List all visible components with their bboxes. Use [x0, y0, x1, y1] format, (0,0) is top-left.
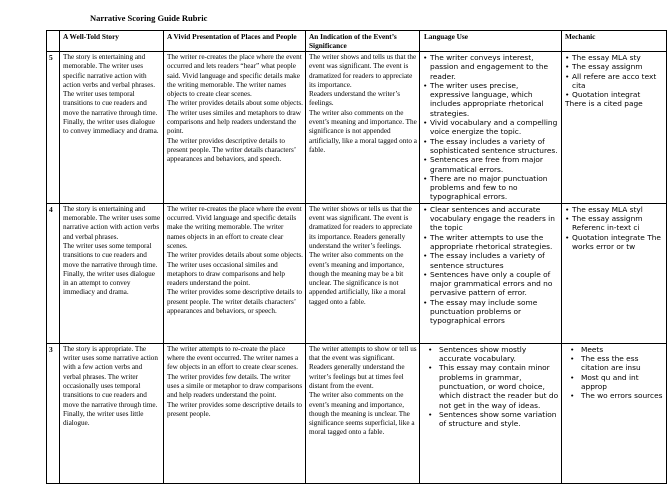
- score-cell: 4: [47, 203, 60, 343]
- significance-cell: The writer shows or tells us that the event was significant. The event is dramatized for readers to appreciate its importance. Readers generally understand the writer’s feelings. The writer also comments on the event’s meaning and importance, though the meaning may be a bit unclear. The significance is not appended artificially, like a moral tagged onto a fable.: [306, 203, 420, 343]
- bullet-icon: •: [565, 204, 570, 214]
- bullet-icon: •: [423, 251, 428, 261]
- list-item: • Sentences show some variation of structure and style.: [428, 409, 557, 429]
- list-item: • Sentences show mostly accurate vocabulary.: [428, 344, 527, 364]
- bullet-icon: •: [565, 62, 570, 72]
- bullet-icon: •: [423, 232, 428, 242]
- mechanics-cell: [562, 203, 667, 343]
- bullet-icon: •: [423, 204, 428, 214]
- table-row: [47, 203, 667, 343]
- bullet-icon: •: [423, 173, 428, 183]
- header-row: [47, 31, 667, 52]
- rubric-title: Narrative Scoring Guide Rubric: [90, 13, 208, 23]
- bullet-icon: •: [423, 118, 428, 128]
- bullet-icon: •: [565, 71, 570, 81]
- list-item: • Sentences are free from major grammatical errors.: [423, 155, 543, 174]
- bullet-icon: •: [565, 90, 570, 100]
- bullet-icon: •: [565, 214, 570, 224]
- list-item: • There are no major punctuation problems and few to no typographical errors.: [423, 173, 548, 202]
- table-row: [47, 52, 667, 204]
- bullet-icon: •: [423, 80, 428, 90]
- list-item: • Clear sentences and accurate vocabulary engage the readers in the topic: [423, 204, 555, 233]
- header-mechanics: Mechanic: [562, 31, 667, 52]
- list-item: • The essay may include some punctuation problems or typographical errors: [423, 297, 538, 326]
- list-item: • The essay MLA styl: [565, 204, 643, 214]
- bullet-icon: •: [428, 409, 433, 419]
- list-item: • Meets: [570, 344, 604, 354]
- bullet-icon: •: [428, 363, 433, 373]
- table-row: [47, 343, 667, 483]
- header-language: Language Use: [420, 31, 562, 52]
- list-item: • Quotation integrat: [565, 90, 641, 100]
- story-cell: The story is entertaining and memorable. The writer uses specific narrative action with action verbs and verbal phrases. The writer uses temporal transitions to cue readers and move the narrative through time. Finally, the writer uses dialogue to convey immediacy and drama.: [60, 52, 164, 204]
- list-item: • The writer uses precise, expressive language, which includes appropriate rhetorical strategies.: [423, 80, 544, 118]
- bullet-icon: •: [423, 297, 428, 307]
- bullet-icon: •: [423, 155, 428, 165]
- bullet-icon: •: [423, 53, 428, 62]
- rubric-table: [46, 30, 667, 484]
- score-cell: 5: [47, 52, 60, 204]
- vivid-cell: The writer re-creates the place where the event occurred. Vivid language and specific details make the writing memorable. The writer names objects in an effort to create clear scenes. The writer provides details about some objects. The writer uses occasional similes and metaphors to draw comparisons and help readers understand the point. The writer provides some descriptive details to present people. The writer details characters’ appearances and behaviors, or speech.: [164, 203, 306, 343]
- list-item: • The essay MLA sty: [565, 53, 641, 62]
- story-cell: The story is appropriate. The writer uses some narrative action with a few action verbs and verbal phrases. The writer occasionally uses temporal transitions to cue readers and move the narrative through time. Finally, the writer uses little dialogue.: [60, 343, 164, 483]
- bullet-icon: •: [565, 232, 570, 242]
- score-cell: 3: [47, 343, 60, 483]
- vivid-cell: The writer attempts to re-create the place where the event occurred. The writer names a few objects in an effort to create clear scenes. The writer provides few details. The writer uses a simile or metaphor to draw comparisons and help readers understand the point. The writer provides some descriptive details to present people.: [164, 343, 306, 483]
- bullet-icon: •: [423, 136, 428, 146]
- list-item: • Sentences have only a couple of major grammatical errors and no pervasive pattern of error.: [423, 269, 553, 298]
- story-cell: The story is entertaining and memorable. The writer uses some narrative action with action verbs and verbal phrases. The writer uses some temporal transitions to cue readers and move the narrative through time. Finally, the writer uses dialogue in an attempt to convey immediacy and drama.: [60, 203, 164, 343]
- header-significance: An Indication of the Event’s Significance: [306, 31, 420, 52]
- list-item: • The essay includes a variety of sophisticated sentence structures.: [423, 136, 558, 155]
- list-item: There is a cited page: [565, 99, 643, 109]
- significance-cell: The writer shows and tells us that the event was significant. The event is dramatized for readers to appreciate its importance. Readers understand the writer’s feelings. The writer also comments on the event’s meaning and importance. The significance is not appended artificially, like a moral tagged onto a fable.: [306, 52, 420, 204]
- bullet-icon: •: [570, 354, 575, 364]
- mechanics-cell: [562, 343, 667, 483]
- bullet-icon: •: [428, 344, 433, 354]
- bullet-icon: •: [565, 53, 570, 62]
- list-item: • The writer attempts to use the appropriate rhetorical strategies.: [423, 232, 553, 251]
- bullet-icon: •: [570, 372, 575, 382]
- list-item: • The writer conveys interest, passion and engagement to the reader.: [423, 53, 549, 81]
- vivid-cell: The writer re-creates the place where the event occurred and lets readers “hear” what people said. Vivid language and specific details make the writing memorable. The writer names objects to create clear scenes. The writer provides details about some objects. The writer uses similes and metaphors to draw comparisons and help readers understand the point. The writer provides descriptive details to present people. The writer details characters’ appearances and behaviors, and speech.: [164, 52, 306, 204]
- list-item: • The essay includes a variety of sentence structures: [423, 251, 545, 270]
- bullet-icon: •: [423, 269, 428, 279]
- list-item: • All refere are acco text cita: [565, 71, 657, 90]
- list-item: • Vivid vocabulary and a compelling voice energize the topic.: [423, 118, 558, 137]
- list-item: • Most qu and int approp: [570, 372, 639, 391]
- language-cell: [420, 203, 562, 343]
- list-item: • The essay assignm Referenc in-text ci: [565, 214, 643, 233]
- header-vivid: A Vivid Presentation of Places and People: [164, 31, 306, 52]
- list-item: • The ess the ess citation are insu: [570, 354, 641, 373]
- bullet-icon: •: [570, 344, 575, 354]
- significance-cell: The writer attempts to show or tell us that the event was significant. Readers generally understand the writer’s feelings but at times feel distant from the event. The writer also comments on the event’s meaning and importance, though the meaning is unclear. The significance seems superficial, like a moral tagged onto a fable.: [306, 343, 420, 483]
- list-item: • This essay may contain minor problems in grammar, punctuation, or word choice, which distract the reader but do not get in the way of ideas.: [428, 363, 559, 410]
- mechanics-cell: [562, 52, 667, 204]
- score-header: [47, 31, 60, 52]
- language-cell: [420, 52, 562, 204]
- list-item: • The essay assignm: [565, 62, 643, 72]
- language-cell: [420, 343, 562, 483]
- bullet-icon: •: [570, 391, 575, 401]
- list-item: • The wo errors sources: [570, 391, 663, 401]
- list-item: • Quotation integrate The works error or tw: [565, 232, 661, 251]
- header-story: A Well-Told Story: [60, 31, 164, 52]
